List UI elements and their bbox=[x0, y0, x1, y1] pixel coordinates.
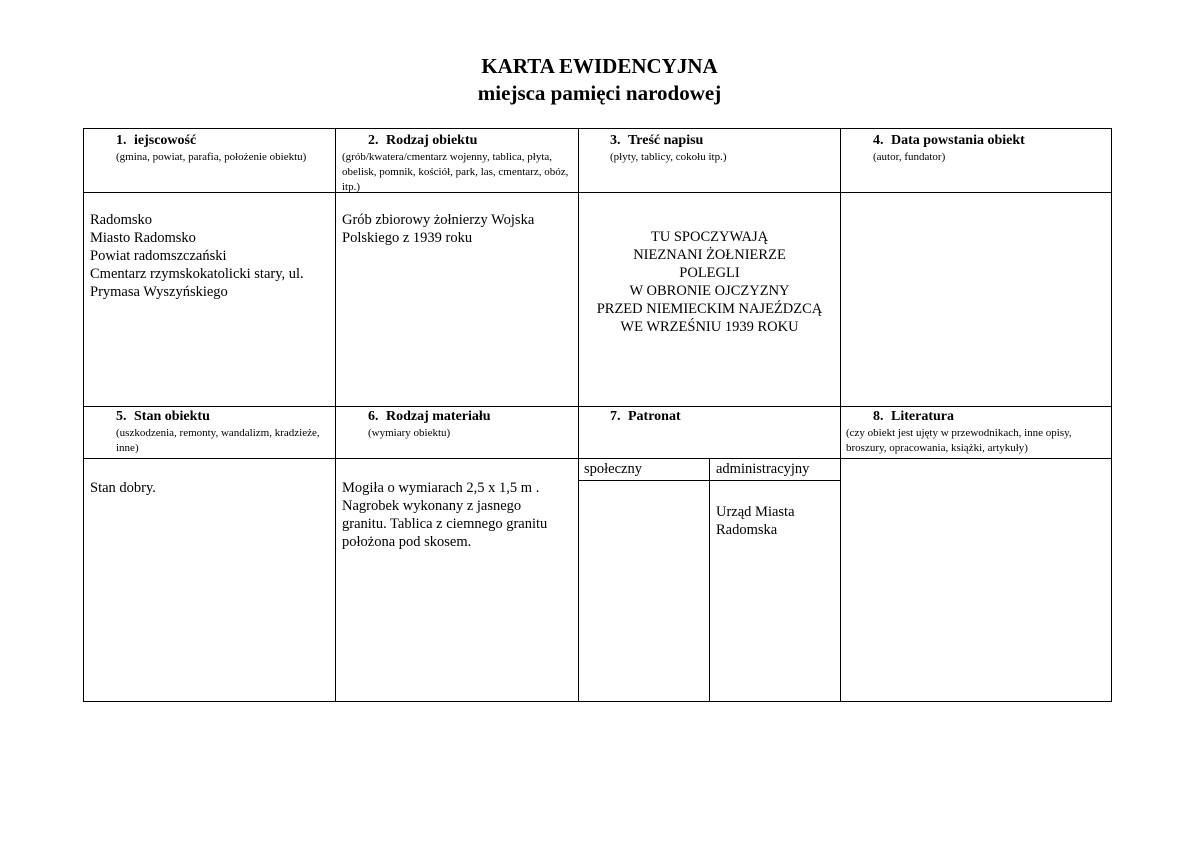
text-line: Stan dobry. bbox=[90, 480, 156, 496]
page-title: KARTA EWIDENCYJNA bbox=[481, 54, 718, 78]
header-number: 3. bbox=[610, 133, 621, 148]
value-object-type bbox=[342, 211, 574, 247]
text-line: Nagrobek wykonany z jasnego bbox=[342, 498, 522, 514]
header-subtitle: (wymiary obiektu) bbox=[368, 427, 451, 439]
header-subtitle: (gmina, powiat, parafia, położenie obiektu) bbox=[116, 151, 307, 163]
header-subtitle: (czy obiekt jest ujęty w przewodnikach, inne opisy, broszury, opracowania, książki, artykuły) bbox=[846, 427, 1072, 454]
header-object-type bbox=[342, 133, 574, 195]
header-title: iejscowość bbox=[134, 133, 197, 148]
header-condition bbox=[116, 409, 331, 456]
text-line: granitu. Tablica z ciemnego granitu bbox=[342, 516, 548, 532]
text-line: Mogiła o wymiarach 2,5 x 1,5 m . bbox=[342, 480, 540, 496]
header-title: Stan obiektu bbox=[134, 409, 210, 424]
header-number: 4. bbox=[873, 133, 884, 148]
header-subtitle: (płyty, tablicy, cokołu itp.) bbox=[610, 151, 727, 163]
text-line: Prymasa Wyszyńskiego bbox=[90, 284, 228, 300]
patronage-social-label bbox=[584, 460, 706, 478]
header-subtitle: (uszkodzenia, remonty, wandalizm, kradzieże, inne) bbox=[116, 427, 320, 454]
text-line: Cmentarz rzymskokatolicki stary, ul. bbox=[90, 266, 304, 282]
header-inscription bbox=[610, 133, 835, 165]
text-line: społeczny bbox=[584, 461, 642, 477]
text-line: Urząd Miasta bbox=[716, 504, 795, 520]
text-line: Radomska bbox=[716, 522, 778, 538]
text-line: TU SPOCZYWAJĄ bbox=[650, 229, 769, 245]
header-patronage bbox=[610, 409, 835, 426]
header-creation-date bbox=[873, 133, 1109, 165]
text-line: Powiat radomszczański bbox=[90, 248, 227, 264]
text-line: PRZED NIEMIECKIM NAJEŹDZCĄ bbox=[596, 301, 823, 317]
text-line: Grób zbiorowy żołnierzy Wojska bbox=[342, 212, 535, 228]
text-line: Miasto Radomsko bbox=[90, 230, 196, 246]
value-literature bbox=[846, 464, 1106, 694]
patronage-admin-value bbox=[716, 503, 838, 539]
value-inscription bbox=[579, 228, 840, 336]
patronage-admin-label bbox=[716, 460, 838, 478]
value-creation-date bbox=[846, 211, 1106, 401]
header-number: 7. bbox=[610, 409, 621, 424]
header-material bbox=[368, 409, 574, 441]
header-number: 5. bbox=[116, 409, 127, 424]
patronage-column-divider bbox=[709, 458, 710, 701]
column-divider bbox=[840, 129, 841, 701]
text-line: administracyjny bbox=[716, 461, 810, 477]
text-line: Radomsko bbox=[90, 212, 153, 228]
text-line: POLEGLI bbox=[679, 265, 740, 281]
value-location bbox=[90, 211, 332, 301]
text-line: położona pod skosem. bbox=[342, 534, 472, 550]
header-title: Literatura bbox=[891, 409, 954, 424]
column-divider bbox=[335, 129, 336, 701]
header-number: 1. bbox=[116, 133, 127, 148]
header-title: Treść napisu bbox=[628, 133, 704, 148]
record-table bbox=[83, 128, 1112, 702]
header-number: 2. bbox=[368, 133, 379, 148]
header-literature bbox=[846, 409, 1110, 456]
header-subtitle: (grób/kwatera/cmentarz wojenny, tablica, płyta, obelisk, pomnik, kościół, park, las, cmentarz, obóz, itp.) bbox=[342, 151, 569, 193]
value-condition bbox=[90, 479, 332, 497]
header-title: Patronat bbox=[628, 409, 681, 424]
row-divider bbox=[84, 406, 1111, 407]
text-line: WE WRZEŚNIU 1939 ROKU bbox=[620, 319, 799, 335]
header-location bbox=[116, 133, 331, 165]
text-line: NIEZNANI ŻOŁNIERZE bbox=[633, 247, 786, 263]
page-subtitle: miejsca pamięci narodowej bbox=[477, 81, 722, 105]
row-divider bbox=[84, 192, 1111, 193]
row-divider bbox=[84, 458, 1111, 459]
column-divider bbox=[578, 129, 579, 701]
header-subtitle: (autor, fundator) bbox=[873, 151, 946, 163]
header-title: Data powstania obiekt bbox=[891, 133, 1025, 148]
header-number: 6. bbox=[368, 409, 379, 424]
text-line: Polskiego z 1939 roku bbox=[342, 230, 473, 246]
header-number: 8. bbox=[873, 409, 884, 424]
header-title: Rodzaj materiału bbox=[386, 409, 491, 424]
header-title: Rodzaj obiektu bbox=[386, 133, 478, 148]
value-material bbox=[342, 479, 576, 551]
text-line: W OBRONIE OJCZYZNY bbox=[629, 283, 790, 299]
